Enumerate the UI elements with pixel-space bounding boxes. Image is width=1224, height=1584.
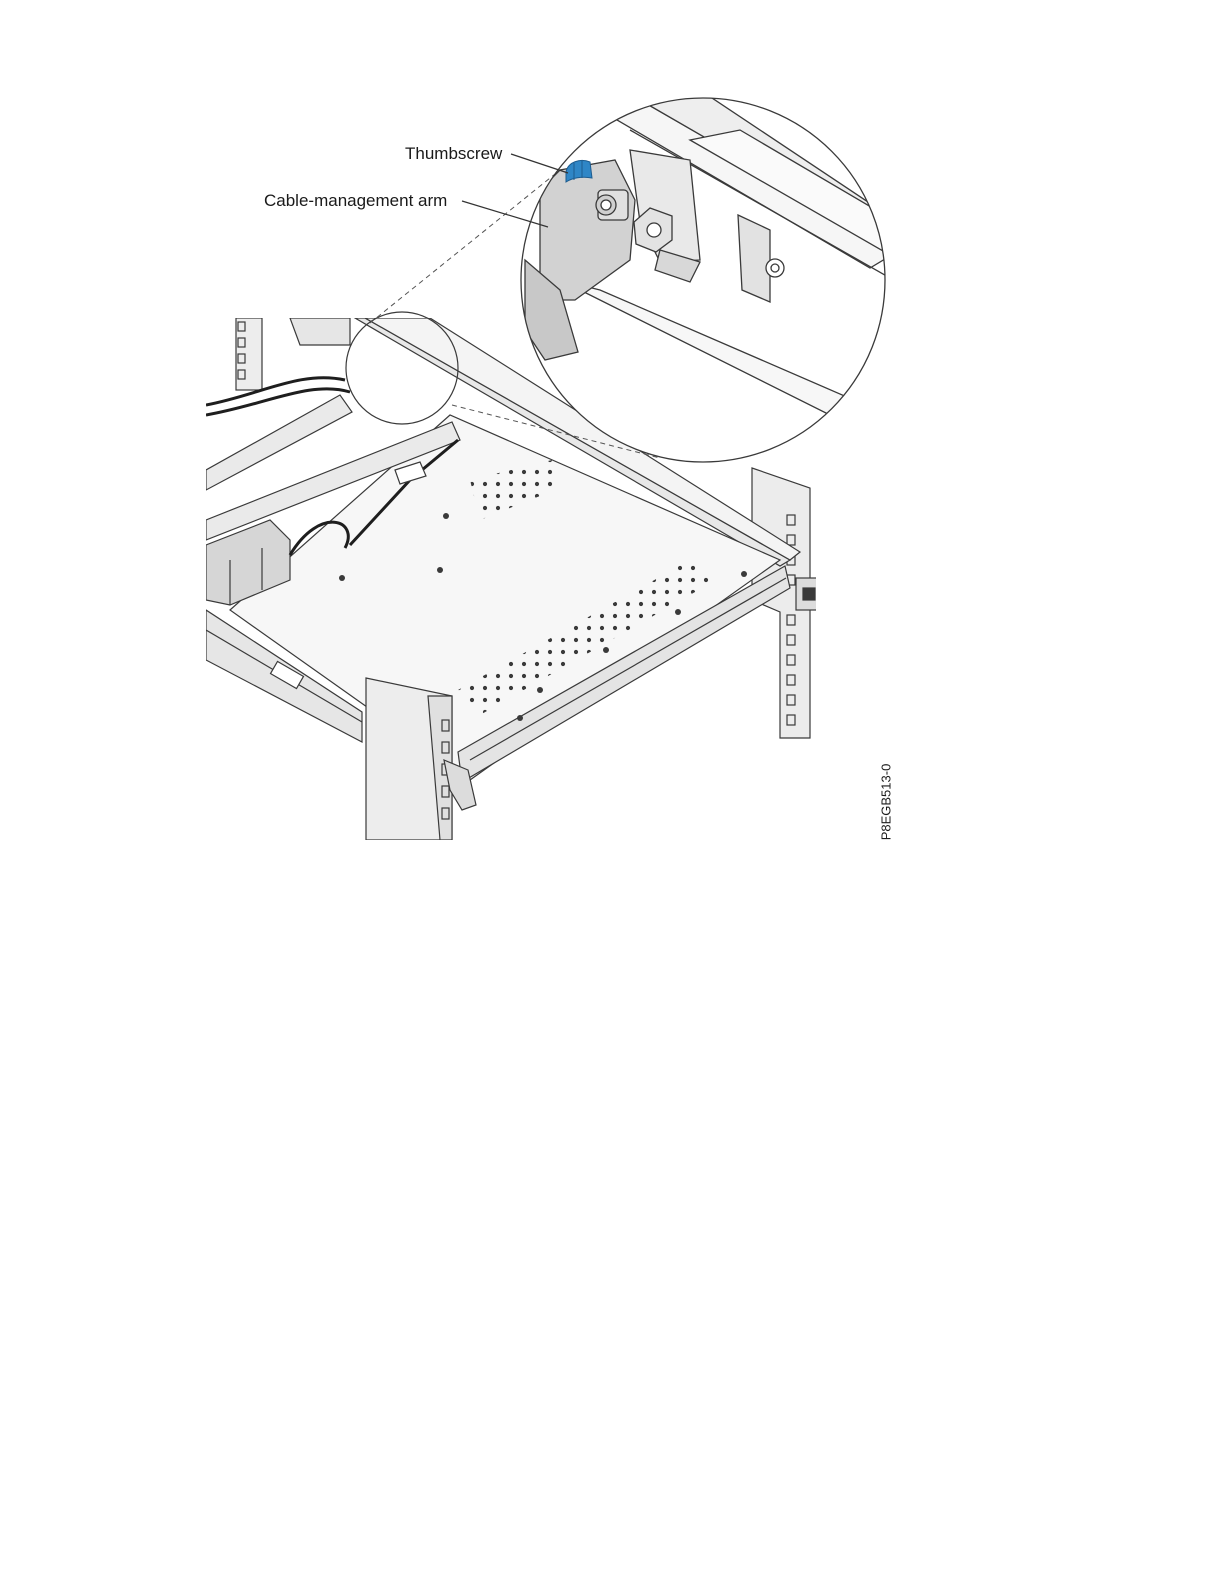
- thumbscrew-label: Thumbscrew: [405, 144, 503, 163]
- cable-management-arm-label: Cable-management arm: [264, 191, 448, 210]
- figure-id-label: P8EGB513-0: [878, 763, 894, 841]
- zoom-detail: [521, 90, 910, 462]
